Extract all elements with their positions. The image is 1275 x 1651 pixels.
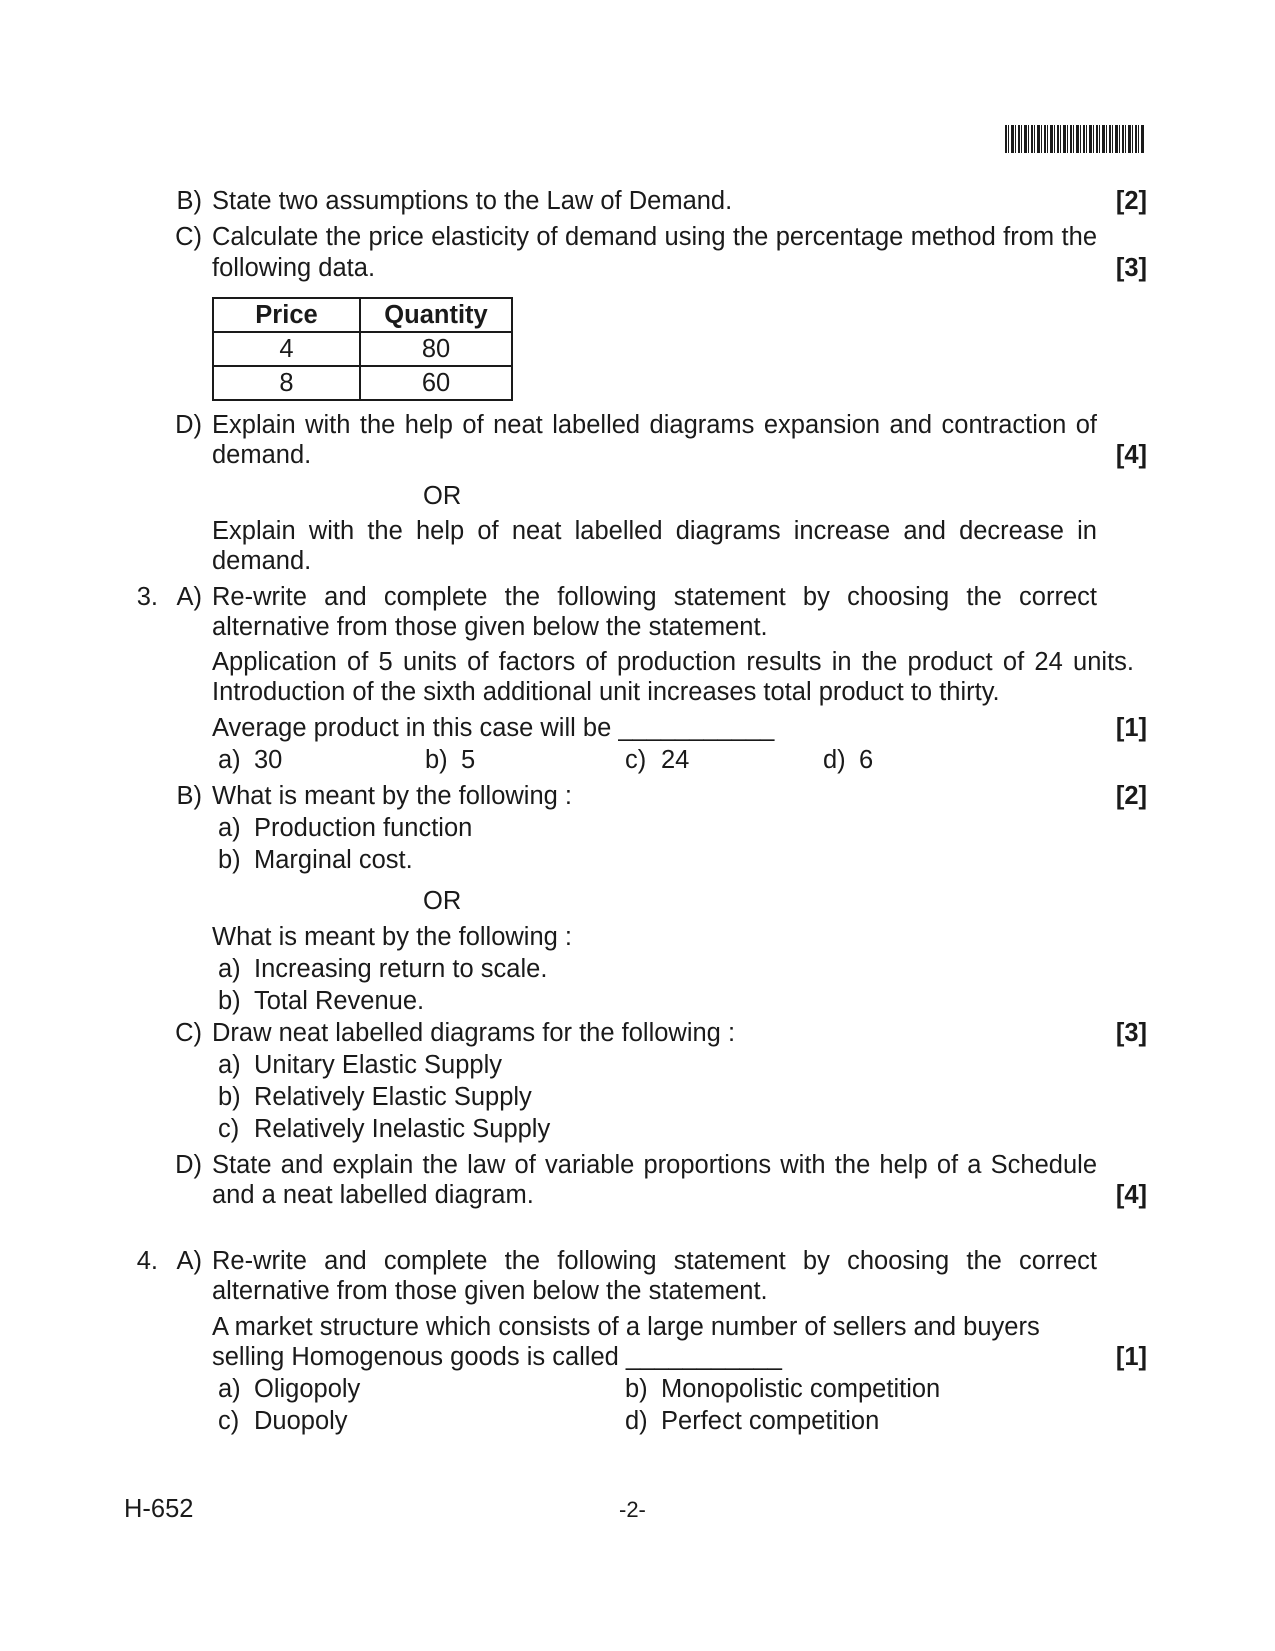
q3b-label: B) bbox=[176, 782, 202, 810]
page-number: -2- bbox=[619, 1497, 646, 1522]
item-label: c) bbox=[218, 1115, 240, 1143]
q3b-or: OR bbox=[423, 887, 462, 915]
option-label: a) bbox=[218, 1375, 241, 1403]
q3c-text: Draw neat labelled diagrams for the following : bbox=[212, 1019, 736, 1047]
option-text: Perfect competition bbox=[661, 1407, 880, 1435]
item-label: b) bbox=[218, 987, 241, 1015]
q3b-alt-item-a bbox=[218, 954, 547, 985]
item-text: Marginal cost. bbox=[254, 846, 413, 874]
table-row bbox=[213, 366, 512, 400]
q3a-option-a bbox=[218, 745, 282, 776]
option-label: b) bbox=[625, 1375, 648, 1403]
q2b-marks: [2] bbox=[1115, 187, 1147, 215]
item-label: b) bbox=[218, 846, 241, 874]
item-label: a) bbox=[218, 814, 241, 842]
option-text: 5 bbox=[461, 746, 476, 774]
option-text: 30 bbox=[254, 746, 283, 774]
q3a-label: A) bbox=[176, 583, 202, 611]
q2c-marks: [3] bbox=[1115, 254, 1147, 282]
q3a-text: Re-write and complete the following statement by choosing the correct alternative from those given below the statement. bbox=[212, 583, 1097, 641]
option-label: a) bbox=[218, 746, 241, 774]
table-cell: 4 bbox=[213, 332, 360, 366]
option-label: c) bbox=[625, 746, 647, 774]
q4-number: 4. bbox=[136, 1247, 158, 1275]
table-cell: 60 bbox=[360, 366, 512, 400]
item-text: Total Revenue. bbox=[254, 987, 425, 1015]
q3b-item-b bbox=[218, 845, 413, 876]
paper-code: H-652 bbox=[124, 1495, 194, 1523]
q3b-alt-item-b bbox=[218, 986, 424, 1017]
table-header-price: Price bbox=[213, 298, 360, 332]
option-text: 6 bbox=[859, 746, 874, 774]
q3b-marks: [2] bbox=[1115, 782, 1147, 810]
option-label: c) bbox=[218, 1407, 240, 1435]
q4a-option-c bbox=[218, 1406, 348, 1437]
q3c-marks: [3] bbox=[1115, 1019, 1147, 1047]
option-label: d) bbox=[823, 746, 846, 774]
q3d-marks: [4] bbox=[1115, 1181, 1147, 1209]
item-text: Increasing return to scale. bbox=[254, 955, 548, 983]
q3c-item-b bbox=[218, 1082, 532, 1113]
table-cell: 80 bbox=[360, 332, 512, 366]
q3b-item-a bbox=[218, 813, 472, 844]
q2c-text: Calculate the price elasticity of demand using the percentage method from the following data. bbox=[212, 223, 1097, 282]
q3b-alt-text: What is meant by the following : bbox=[212, 923, 573, 951]
q3d-text: State and explain the law of variable proportions with the help of a Schedule and a neat labelled diagram. bbox=[212, 1151, 1097, 1209]
table-cell: 8 bbox=[213, 366, 360, 400]
q4a-label: A) bbox=[176, 1247, 202, 1275]
q2d-text: Explain with the help of neat labelled diagrams expansion and contraction of demand. bbox=[212, 411, 1097, 469]
q3a-option-b bbox=[425, 745, 475, 776]
table-header-row bbox=[213, 298, 512, 332]
barcode bbox=[1005, 125, 1145, 153]
q4a-option-d bbox=[625, 1406, 879, 1437]
item-text: Relatively Elastic Supply bbox=[254, 1083, 532, 1111]
q2b-label: B) bbox=[176, 187, 202, 215]
q3c-item-a bbox=[218, 1050, 502, 1081]
item-text: Relatively Inelastic Supply bbox=[254, 1115, 551, 1143]
item-label: a) bbox=[218, 955, 241, 983]
option-text: Oligopoly bbox=[254, 1375, 361, 1403]
q3a-option-c bbox=[625, 745, 689, 776]
q3a-option-d bbox=[823, 745, 873, 776]
q3d-label: D) bbox=[175, 1151, 202, 1179]
table-header-quantity: Quantity bbox=[360, 298, 512, 332]
q4a-marks: [1] bbox=[1115, 1343, 1147, 1371]
q3c-label: C) bbox=[175, 1019, 202, 1047]
price-quantity-table bbox=[212, 297, 513, 401]
table-row bbox=[213, 332, 512, 366]
item-text: Unitary Elastic Supply bbox=[254, 1051, 503, 1079]
option-label: b) bbox=[425, 746, 448, 774]
q4a-option-a bbox=[218, 1374, 360, 1405]
q3a-blank-line: Average product in this case will be ___________ bbox=[212, 714, 775, 742]
q3a-marks: [1] bbox=[1115, 714, 1147, 742]
q4a-option-b bbox=[625, 1374, 940, 1405]
option-label: d) bbox=[625, 1407, 648, 1435]
option-text: 24 bbox=[661, 746, 690, 774]
option-text: Monopolistic competition bbox=[661, 1375, 941, 1403]
q4a-text: Re-write and complete the following statement by choosing the correct alternative from those given below the statement. bbox=[212, 1247, 1097, 1305]
q4a-stem: A market structure which consists of a large number of sellers and buyers selling Homogenous goods is called ___________ bbox=[212, 1313, 1040, 1371]
q2d-or: OR bbox=[423, 482, 462, 510]
q3b-text: What is meant by the following : bbox=[212, 782, 573, 810]
q3c-item-c bbox=[218, 1114, 550, 1145]
q3a-stem: Application of 5 units of factors of production results in the product of 24 units. Introduction of the sixth additional unit increases total product to thirty. bbox=[212, 648, 1134, 706]
option-text: Duopoly bbox=[254, 1407, 348, 1435]
item-text: Production function bbox=[254, 814, 473, 842]
q2d-alt-text: Explain with the help of neat labelled diagrams increase and decrease in demand. bbox=[212, 517, 1097, 575]
q2d-marks: [4] bbox=[1115, 441, 1147, 469]
q2d-label: D) bbox=[175, 411, 202, 439]
q3-number: 3. bbox=[136, 583, 158, 611]
item-label: a) bbox=[218, 1051, 241, 1079]
q2c-label: C) bbox=[175, 223, 202, 251]
q2b-text: State two assumptions to the Law of Demand. bbox=[212, 187, 733, 215]
item-label: b) bbox=[218, 1083, 241, 1111]
